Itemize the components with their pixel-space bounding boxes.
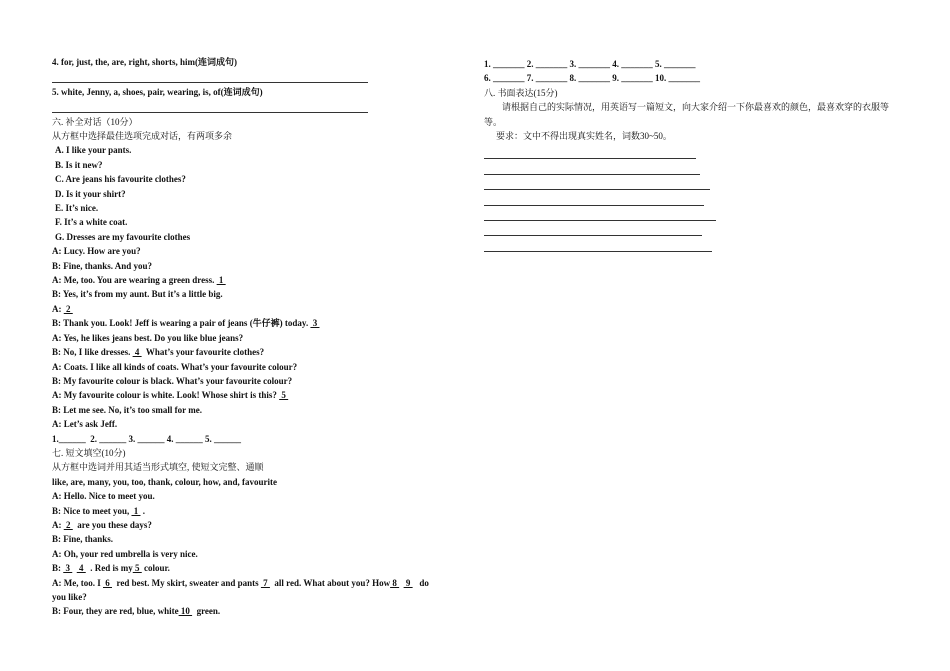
blank-marker[interactable]: 9: [403, 577, 413, 588]
question-4: 4. for, just, the, are, right, shorts, him(连词成句): [52, 57, 237, 67]
writing-line[interactable]: [484, 207, 716, 221]
section-8-title: 八. 书面表达(15分): [484, 87, 558, 98]
dialog-line: B: 3 4 . Red is my 5 colour.: [52, 563, 170, 574]
dialog-line: B: No, I like dresses. 4 What’s your favourite clothes?: [52, 347, 265, 358]
blank-marker[interactable]: 4: [132, 347, 142, 358]
option-item: B. Is it new?: [55, 159, 103, 170]
dialog-line: A: Yes, he likes jeans best. Do you like blue jeans?: [52, 332, 244, 343]
dialog-line: A: My favourite colour is white. Look! Whose shirt is this? 5: [52, 390, 289, 401]
section-8-requirement: 要求：文中不得出现真实姓名，词数30~50。: [496, 131, 672, 142]
blank-marker[interactable]: 5: [279, 390, 289, 401]
option-item: D. Is it your shirt?: [55, 188, 126, 199]
dialog-line: A: Lucy. How are you?: [52, 246, 141, 257]
writing-line[interactable]: [484, 176, 710, 190]
blank-marker[interactable]: 6: [103, 577, 112, 588]
dialog-line: B: My favourite colour is black. What’s your favourite colour?: [52, 375, 293, 386]
option-item: A. I like your pants.: [55, 145, 132, 156]
dialog-line: you like?: [52, 592, 87, 602]
writing-area[interactable]: [484, 145, 904, 251]
blank-marker[interactable]: 3: [310, 318, 320, 329]
section-6-instructions: 从方框中选择最佳选项完成对话，有两项多余: [52, 131, 233, 141]
section-8-prompt: 请根据自己的实际情况，用英语写一篇短文，向大家介绍一下你最喜欢的颜色，最喜欢穿的衣服等等。: [484, 102, 890, 127]
right-column: [484, 57, 904, 253]
dialog-line: A: Oh, your red umbrella is very nice.: [52, 548, 198, 559]
answer-row-2[interactable]: 6. _______ 7. _______ 8. _______ 9. _______ 10. _______: [484, 73, 700, 84]
writing-line[interactable]: [484, 222, 702, 236]
blank-marker[interactable]: 8: [390, 577, 400, 588]
dialog-line: A: Coats. I like all kinds of coats. What’s your favourite colour?: [52, 361, 298, 372]
blank-marker[interactable]: 7: [260, 577, 270, 588]
option-list: [52, 143, 462, 244]
dialog-line: A: 2: [52, 303, 73, 314]
blank-marker[interactable]: 2: [63, 519, 73, 530]
section-6-title: 六. 补全对话（10分）: [52, 116, 138, 127]
blank-marker[interactable]: 1: [131, 505, 141, 516]
writing-line[interactable]: [484, 238, 712, 252]
writing-line[interactable]: [484, 161, 700, 175]
section-7-instructions: 从方框中选词并用其适当形式填空, 使短文完整、通顺: [52, 462, 264, 473]
dialog-line: B: Four, they are red, blue, white 10 green.: [52, 606, 221, 617]
dialog-line: B: Fine, thanks.: [52, 534, 114, 545]
blank-marker[interactable]: 2: [63, 303, 73, 314]
dialog-line: B: Let me see. No, it’s too small for me.: [52, 404, 202, 415]
left-column: [52, 55, 462, 619]
option-item: G. Dresses are my favourite clothes: [55, 231, 191, 242]
blank-marker[interactable]: 4: [76, 563, 86, 574]
dialog-line: B: Nice to meet you, 1 .: [52, 505, 145, 516]
dialog-7: [52, 489, 462, 619]
dialog-line: B: Thank you. Look! Jeff is wearing a pair of jeans (牛仔裤) today. 3: [52, 318, 320, 329]
dialog-line: B: Yes, it’s from my aunt. But it’s a little big.: [52, 289, 223, 300]
option-item: C. Are jeans his favourite clothes?: [55, 174, 186, 185]
answer-row-1[interactable]: 1. _______ 2. _______ 3. _______ 4. _______ 5. _______: [484, 59, 696, 69]
dialog-6: [52, 244, 462, 431]
dialog-line: A: Let’s ask Jeff.: [52, 419, 118, 430]
blank-marker[interactable]: 1: [216, 275, 226, 286]
answer-line-5[interactable]: [52, 99, 368, 113]
question-5: 5. white, Jenny, a, shoes, pair, wearing, is, of(连词成句): [52, 86, 263, 97]
dialog-line: A: Me, too. I 6 red best. My skirt, sweater and pants 7 all red. What about you? How 8 9 do: [52, 577, 429, 588]
section-6-answer-blanks[interactable]: 1.______ 2. ______ 3. ______ 4. ______ 5. ______: [52, 433, 241, 444]
option-item: F. It’s a white coat.: [55, 217, 128, 228]
dialog-line: A: Me, too. You are wearing a green dress. 1: [52, 275, 226, 286]
option-item: E. It’s nice.: [55, 203, 99, 214]
writing-line[interactable]: [484, 145, 696, 159]
blank-marker[interactable]: 3: [63, 563, 73, 574]
dialog-line: A: 2 are you these days?: [52, 519, 152, 530]
blank-marker[interactable]: 5: [132, 563, 142, 574]
word-bank: like, are, many, you, too, thank, colour, how, and, favourite: [52, 476, 278, 487]
answer-line-4[interactable]: [52, 69, 368, 83]
dialog-line: A: Hello. Nice to meet you.: [52, 491, 155, 502]
writing-line[interactable]: [484, 192, 704, 206]
blank-marker[interactable]: 10: [178, 606, 193, 617]
section-7-title: 七. 短文填空(10分): [52, 447, 126, 458]
dialog-line: B: Fine, thanks. And you?: [52, 260, 153, 271]
